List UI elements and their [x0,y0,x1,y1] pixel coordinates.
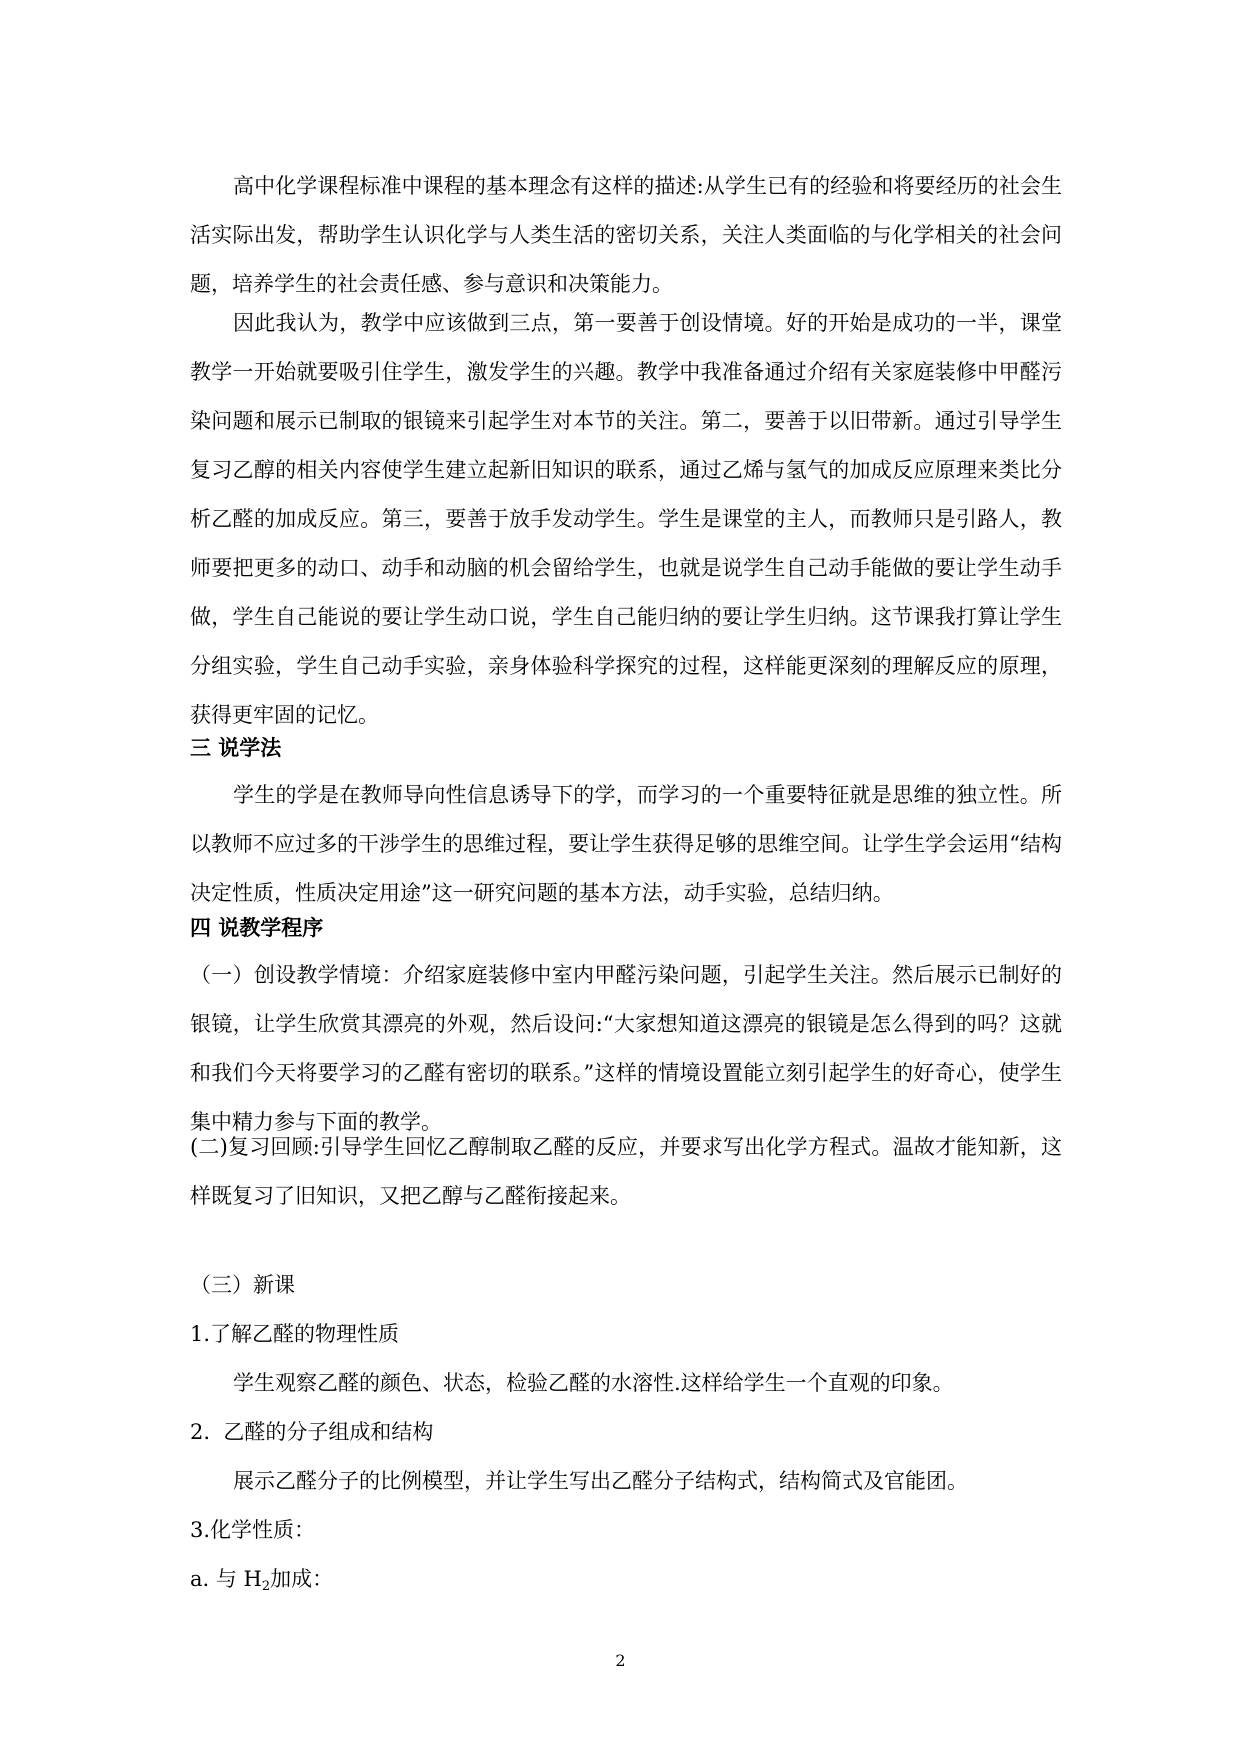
paragraph-curriculum-concept: 高中化学课程标准中课程的基本理念有这样的描述:从学生已有的经验和将要经历的社会生活实际出发，帮助学生认识化学与人类生活的密切关系，关注人类面临的与化学相关的社会问题，培养学生的社会责任感、参与意识和决策能力。 [190,174,1062,296]
paragraph-learning-method: 学生的学是在教师导向性信息诱导下的学，而学习的一个重要特征就是思维的独立性。所以教师不应过多的干涉学生的思维过程，要让学生获得足够的思维空间。让学生学会运用“结构决定性质，性质决定用途”这一研究问题的基本方法，动手实验，总结归纳。 [190,783,1062,905]
hydrogen-addition-suffix: 加成： [270,1567,334,1591]
paragraph-create-situation: （一）创设教学情境：介绍家庭装修中室内甲醛污染问题，引起学生关注。然后展示已制好的银镜，让学生欣赏其漂亮的外观，然后设问:“大家想知道这漂亮的银镜是怎么得到的吗？这就和我们今天将要学习的乙醛有密切的联系。”这样的情境设置能立刻引起学生的好奇心，使学生集中精力参与下面的教学。 [190,963,1062,1134]
list-item-physical-properties: 1.了解乙醛的物理性质 [190,1322,400,1346]
hydrogen-addition-prefix: a. 与 H [190,1567,262,1591]
hydrogen-subscript: 2 [261,1579,271,1594]
list-item-model-display: 展示乙醛分子的比例模型，并让学生写出乙醛分子结构式，结构简式及官能团。 [233,1469,968,1493]
list-item-hydrogen-addition [190,1563,1062,1595]
paragraph-review: (二)复习回顾:引导学生回忆乙醇制取乙醛的反应，并要求写出化学方程式。温故才能知新，这样既复习了旧知识，又把乙醇与乙醛衔接起来。 [190,1135,1062,1208]
list-item-new-lesson: （三）新课 [190,1273,295,1297]
heading-teaching-procedure: 四 说教学程序 [190,916,324,940]
list-item-molecular-structure: 2. 乙醛的分子组成和结构 [190,1420,434,1444]
list-item-observation: 学生观察乙醛的颜色、状态，检验乙醛的水溶性.这样给学生一个直观的印象。 [233,1371,954,1395]
list-item-chemical-properties: 3.化学性质： [190,1518,316,1542]
page-number: 2 [615,1651,626,1670]
heading-learning-method: 三 说学法 [190,736,282,760]
paragraph-teaching-approach: 因此我认为，教学中应该做到三点，第一要善于创设情境。好的开始是成功的一半，课堂教学一开始就要吸引住学生，激发学生的兴趣。教学中我准备通过介绍有关家庭装修中甲醛污染问题和展示已制取的银镜来引起学生对本节的关注。第二，要善于以旧带新。通过引导学生复习乙醇的相关内容使学生建立起新旧知识的联系，通过乙烯与氢气的加成反应原理来类比分析乙醛的加成反应。第三，要善于放手发动学生。学生是课堂的主人，而教师只是引路人，教师要把更多的动口、动手和动脑的机会留给学生，也就是说学生自己动手能做的要让学生动手做，学生自己能说的要让学生动口说，学生自己能归纳的要让学生归纳。这节课我打算让学生分组实验，学生自己动手实验，亲身体验科学探究的过程，这样能更深刻的理解反应的原理，获得更牢固的记忆。 [190,311,1062,727]
